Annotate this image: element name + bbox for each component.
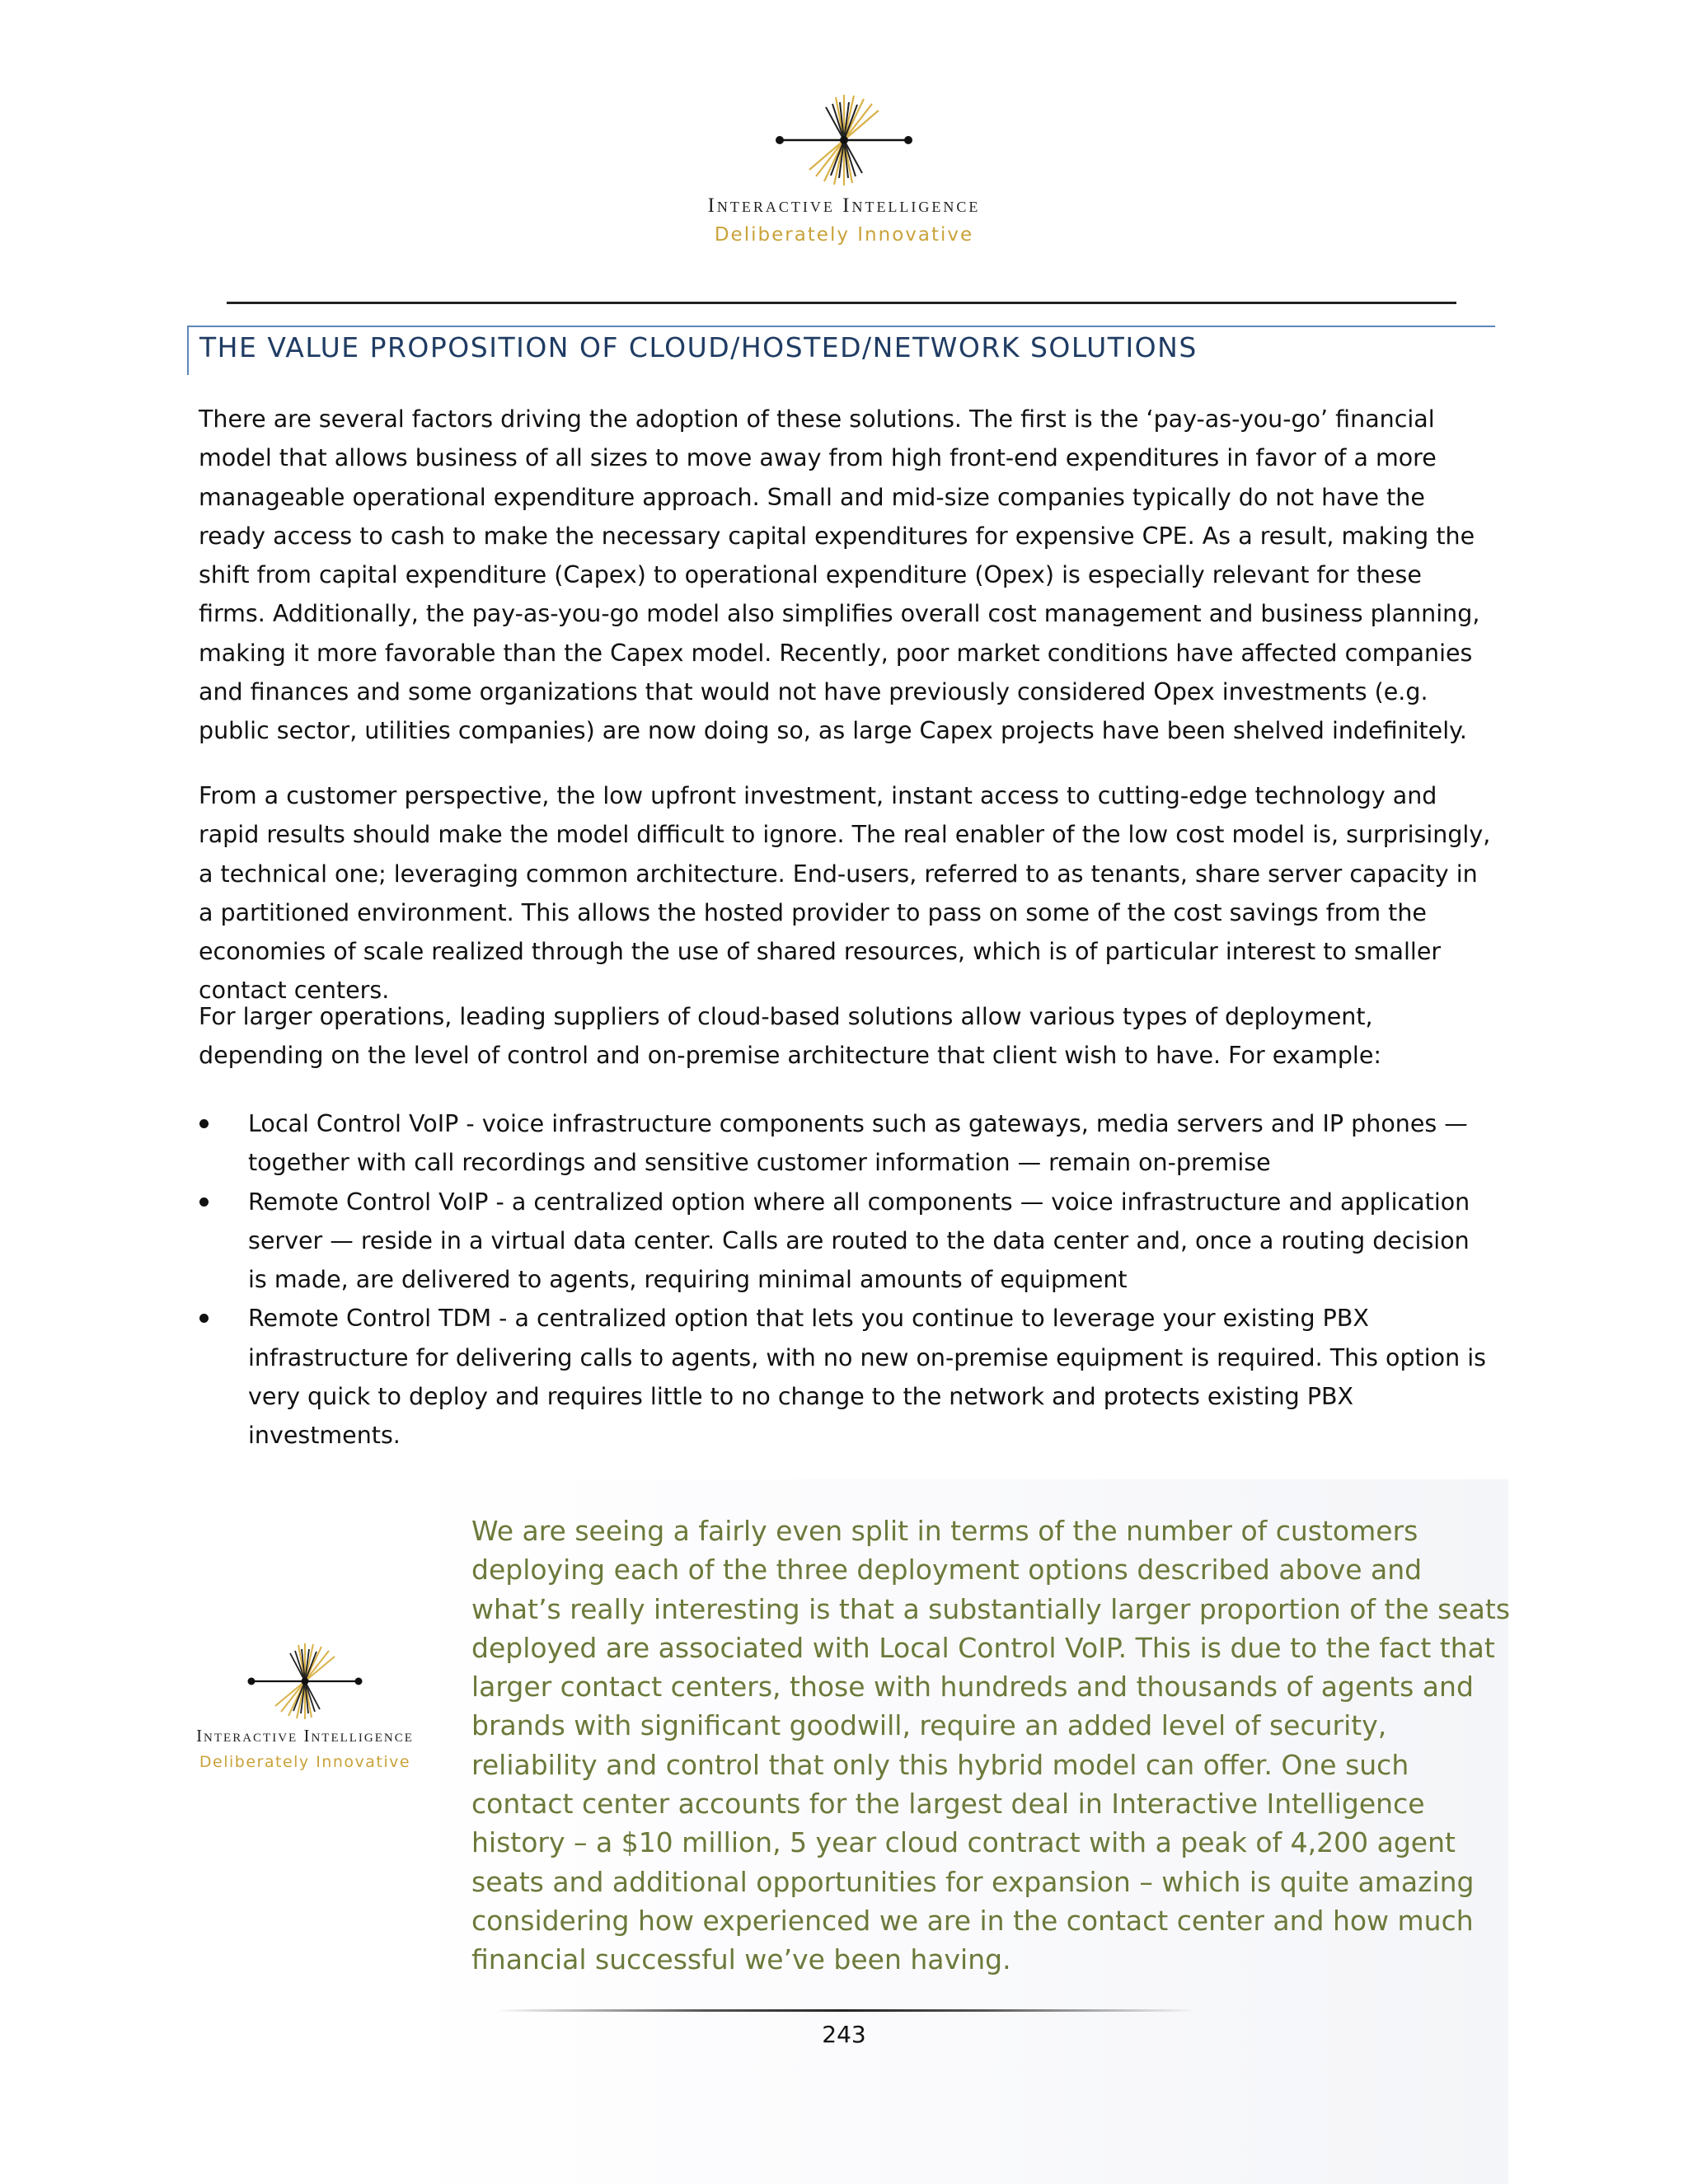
list-item — [199, 1299, 1493, 1455]
footer-divider — [495, 2009, 1195, 2012]
list-item-text: Remote Control TDM - a centralized option that lets you continue to leverage your existing PBX infrastructure for delivering calls to agents, with no new on-premise equipment is required. This option is very quick to deploy and requires little to no change to the network and protects existing PBX investments. — [248, 1305, 1486, 1450]
header-logo — [0, 91, 1688, 246]
company-logo-icon — [770, 91, 918, 190]
bullet-icon — [199, 1197, 209, 1207]
brand-name: Interactive Intelligence — [707, 194, 981, 217]
quote-brand-tagline: Deliberately Innovative — [199, 1753, 411, 1771]
company-logo-icon — [243, 1640, 367, 1722]
paragraph-customer-perspective: From a customer perspective, the low upfront investment, instant access to cutting-edge technology and rapid results should make the model difficult to ignore. The real enabler of the low cost model is, surprisingly, a technical one; leveraging common architecture. End-users, referred to as tenants, share server capacity in a partitioned environment. This allows the hosted provider to pass on some of the cost savings from the economies of scale realized through the use of shared resources, which is of particular interest to smaller contact centers. — [199, 782, 1491, 1005]
pull-quote-text: We are seeing a fairly even split in terms of the number of customers deploying each of the three deployment options described above and what’s really interesting is that a substantially larger proportion of the seats deployed are associated with Local Control VoIP. This is due to the fact that larger contact centers, those with hundreds and thousands of agents and brands with significant goodwill, require an added level of security, reliability and control that only this hybrid model can offer. One such contact center accounts for the largest deal in Interactive Intelligence history – a $10 million, 5 year cloud contract with a peak of 4,200 agent seats and additional opportunities for expansion – which is quite amazing considering how experienced we are in the contact center and how much financial successful we’ve been having. — [471, 1515, 1511, 1976]
bullet-icon — [199, 1119, 209, 1128]
list-item — [199, 1104, 1493, 1183]
deployment-options-list — [199, 1104, 1493, 1455]
brand-tagline: Deliberately Innovative — [714, 224, 974, 246]
paragraph-larger-operations: For larger operations, leading suppliers of cloud-based solutions allow various types of deployment, depending on the level of control and on-premise architecture that client wish to have. For example: — [199, 1003, 1381, 1070]
bullet-icon — [199, 1314, 209, 1323]
page-number: 243 — [822, 2021, 866, 2048]
quote-logo — [173, 1640, 437, 1771]
list-item-text: Local Control VoIP - voice infrastructure components such as gateways, media servers and IP phones — together with call recordings and sensitive customer information — remain on-premise — [248, 1110, 1468, 1177]
quote-brand-name: Interactive Intelligence — [196, 1726, 414, 1746]
list-item — [199, 1183, 1493, 1300]
list-item-text: Remote Control VoIP - a centralized option where all components — voice infrastructure and application server — reside in a virtual data center. Calls are routed to the data center and, once a routing decision is made, are delivered to agents, requiring minimal amounts of equipment — [248, 1188, 1470, 1294]
paragraph-financial-model: There are several factors driving the adoption of these solutions. The first is the ‘pay-as-you-go’ financial model that allows business of all sizes to move away from high front-end expenditures in favor of a more manageable operational expenditure approach. Small and mid-size companies typically do not have the ready access to cash to make the necessary capital expenditures for expensive CPE. As a result, making the shift from capital expenditure (Capex) to operational expenditure (Opex) is especially relevant for these firms. Additionally, the pay-as-you-go model also simplifies overall cost management and business planning, making it more favorable than the Capex model. Recently, poor market conditions have affected companies and finances and some organizations that would not have previously considered Opex investments (e.g. public sector, utilities companies) are now doing so, as large Capex projects have been shelved indefinitely. — [199, 405, 1480, 745]
section-title: THE VALUE PROPOSITION OF CLOUD/HOSTED/NETWORK SOLUTIONS — [199, 331, 1198, 363]
header-divider — [227, 302, 1456, 304]
